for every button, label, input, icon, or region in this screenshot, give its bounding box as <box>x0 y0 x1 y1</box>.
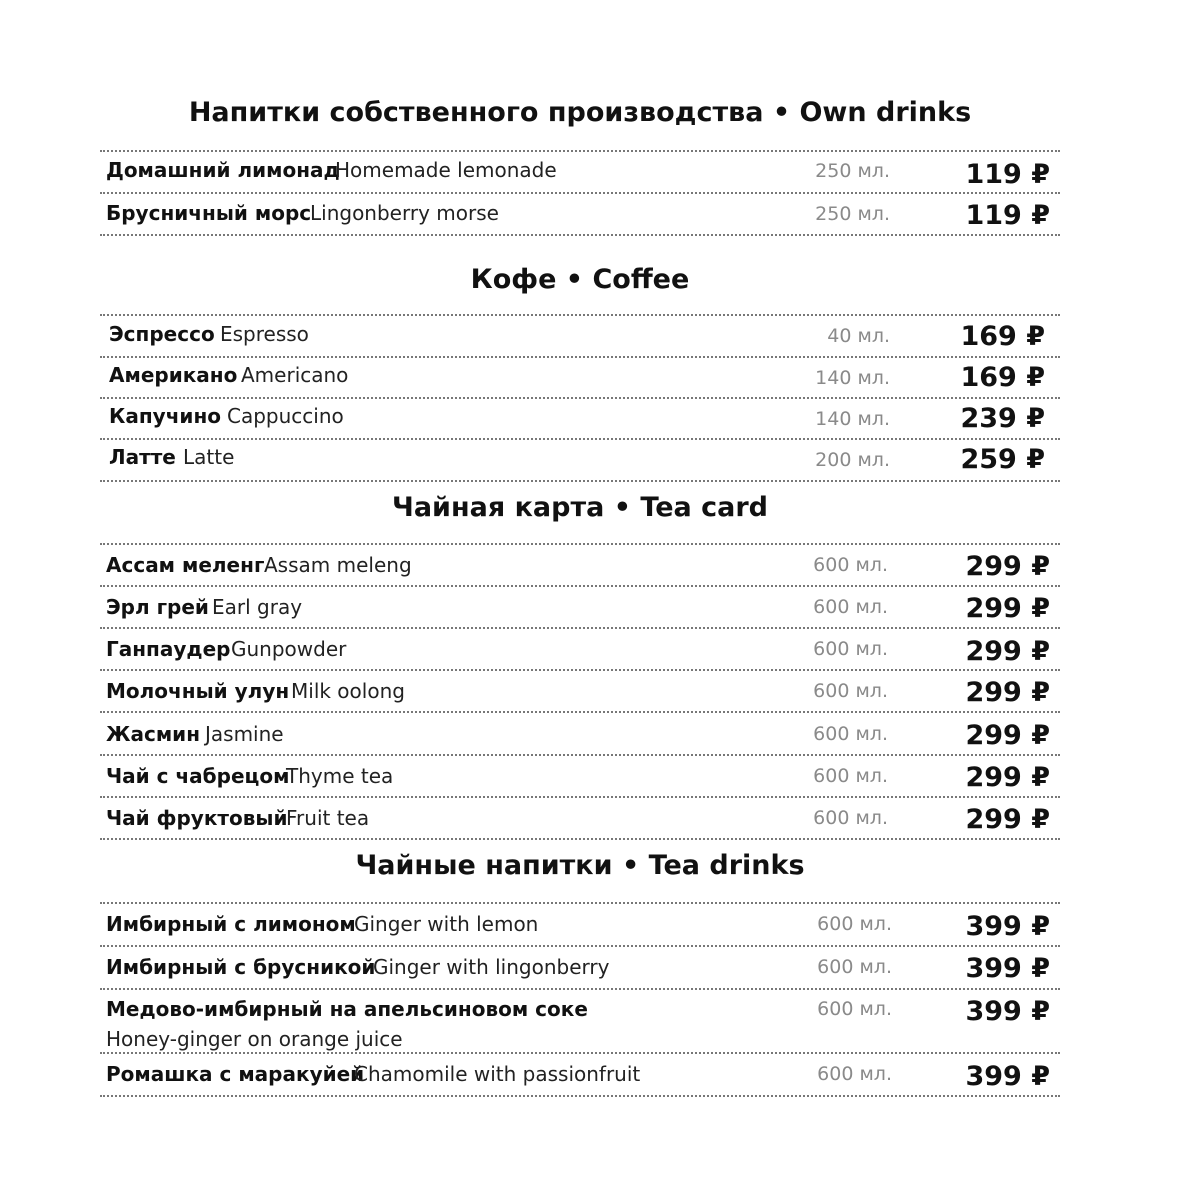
item-name-en: Earl gray <box>212 595 303 619</box>
item-price: 239 ₽ <box>960 403 1045 434</box>
item-volume: 40 мл. <box>827 325 890 347</box>
item-price: 299 ₽ <box>965 677 1050 708</box>
item-price: 399 ₽ <box>965 1061 1050 1092</box>
item-volume: 600 мл. <box>813 554 888 576</box>
section-title-tea-card: Чайная карта • Tea card <box>392 492 768 523</box>
item-volume: 600 мл. <box>813 638 888 660</box>
divider <box>100 796 1060 798</box>
item-volume: 600 мл. <box>817 998 892 1020</box>
item-volume: 250 мл. <box>815 160 890 182</box>
section-title-coffee: Кофе • Coffee <box>470 264 690 295</box>
item-name-en: Fruit tea <box>286 806 370 830</box>
item-price: 299 ₽ <box>965 636 1050 667</box>
divider <box>100 1095 1060 1097</box>
item-price: 299 ₽ <box>965 804 1050 835</box>
item-name-en: Jasmine <box>205 722 284 746</box>
item-name-ru: Эрл грей <box>106 595 209 619</box>
item-price: 119 ₽ <box>965 200 1050 231</box>
item-name-en: Ginger with lemon <box>354 912 539 936</box>
item-name-en: Milk oolong <box>291 679 405 703</box>
divider <box>100 585 1060 587</box>
item-price: 299 ₽ <box>965 593 1050 624</box>
divider <box>100 669 1060 671</box>
item-volume: 600 мл. <box>813 723 888 745</box>
item-name-ru: Ганпаудер <box>106 637 231 661</box>
item-price: 169 ₽ <box>960 362 1045 393</box>
item-price: 299 ₽ <box>965 720 1050 751</box>
divider <box>100 150 1060 152</box>
divider <box>100 356 1060 358</box>
item-name-ru: Домашний лимонад <box>106 158 340 182</box>
item-name-ru: Молочный улун <box>106 679 290 703</box>
item-name-en: Cappuccino <box>227 404 344 428</box>
divider <box>100 627 1060 629</box>
item-name-ru: Капучино <box>109 404 222 428</box>
item-name-ru: Медово-имбирный на апельсиновом соке <box>106 997 588 1021</box>
divider <box>100 438 1060 440</box>
item-name-ru: Жасмин <box>106 722 201 746</box>
divider <box>100 754 1060 756</box>
item-name-ru: Латте <box>109 445 176 469</box>
item-name-en: Latte <box>183 445 235 469</box>
item-volume: 140 мл. <box>815 367 890 389</box>
item-volume: 600 мл. <box>817 1063 892 1085</box>
item-name-en: Gunpowder <box>231 637 347 661</box>
item-name-ru: Имбирный с лимоном <box>106 912 356 936</box>
item-name-ru: Ассам меленг <box>106 553 265 577</box>
item-volume: 600 мл. <box>813 680 888 702</box>
item-price: 299 ₽ <box>965 551 1050 582</box>
item-name-ru: Чай фруктовый <box>106 806 288 830</box>
item-price: 169 ₽ <box>960 321 1045 352</box>
item-price: 119 ₽ <box>965 159 1050 190</box>
item-volume: 600 мл. <box>817 956 892 978</box>
item-name-en: Lingonberry morse <box>310 201 499 225</box>
item-volume: 600 мл. <box>813 765 888 787</box>
item-name-en: Homemade lemonade <box>335 158 557 182</box>
item-name-ru: Американо <box>109 363 238 387</box>
item-name-en: Thyme tea <box>286 764 394 788</box>
item-name-ru: Имбирный с брусникой <box>106 955 376 979</box>
divider <box>100 234 1060 236</box>
divider <box>100 711 1060 713</box>
item-price: 399 ₽ <box>965 953 1050 984</box>
item-volume: 250 мл. <box>815 203 890 225</box>
item-name-en: Honey-ginger on orange juice <box>106 1027 403 1051</box>
item-name-ru: Чай с чабрецом <box>106 764 290 788</box>
divider <box>100 543 1060 545</box>
divider <box>100 988 1060 990</box>
divider <box>100 838 1060 840</box>
item-price: 259 ₽ <box>960 444 1045 475</box>
divider <box>100 1052 1060 1054</box>
item-price: 299 ₽ <box>965 762 1050 793</box>
item-name-ru: Брусничный морс <box>106 201 312 225</box>
item-volume: 600 мл. <box>813 807 888 829</box>
item-name-en: Assam meleng <box>264 553 412 577</box>
section-title-own-drinks: Напитки собственного производства • Own drinks <box>188 97 972 128</box>
divider <box>100 397 1060 399</box>
divider <box>100 314 1060 316</box>
item-volume: 600 мл. <box>813 596 888 618</box>
divider <box>100 945 1060 947</box>
item-name-ru: Ромашка с маракуйей <box>106 1062 365 1086</box>
item-name-en: Chamomile with passionfruit <box>354 1062 641 1086</box>
divider <box>100 192 1060 194</box>
item-name-ru: Эспрессо <box>109 322 215 346</box>
item-volume: 200 мл. <box>815 449 890 471</box>
section-title-tea-drinks: Чайные напитки • Tea drinks <box>355 850 805 881</box>
item-name-en: Americano <box>241 363 349 387</box>
item-name-en: Ginger with lingonberry <box>373 955 610 979</box>
divider <box>100 902 1060 904</box>
item-price: 399 ₽ <box>965 996 1050 1027</box>
item-price: 399 ₽ <box>965 911 1050 942</box>
item-volume: 140 мл. <box>815 408 890 430</box>
item-volume: 600 мл. <box>817 913 892 935</box>
item-name-en: Espresso <box>220 322 309 346</box>
divider <box>100 480 1060 482</box>
